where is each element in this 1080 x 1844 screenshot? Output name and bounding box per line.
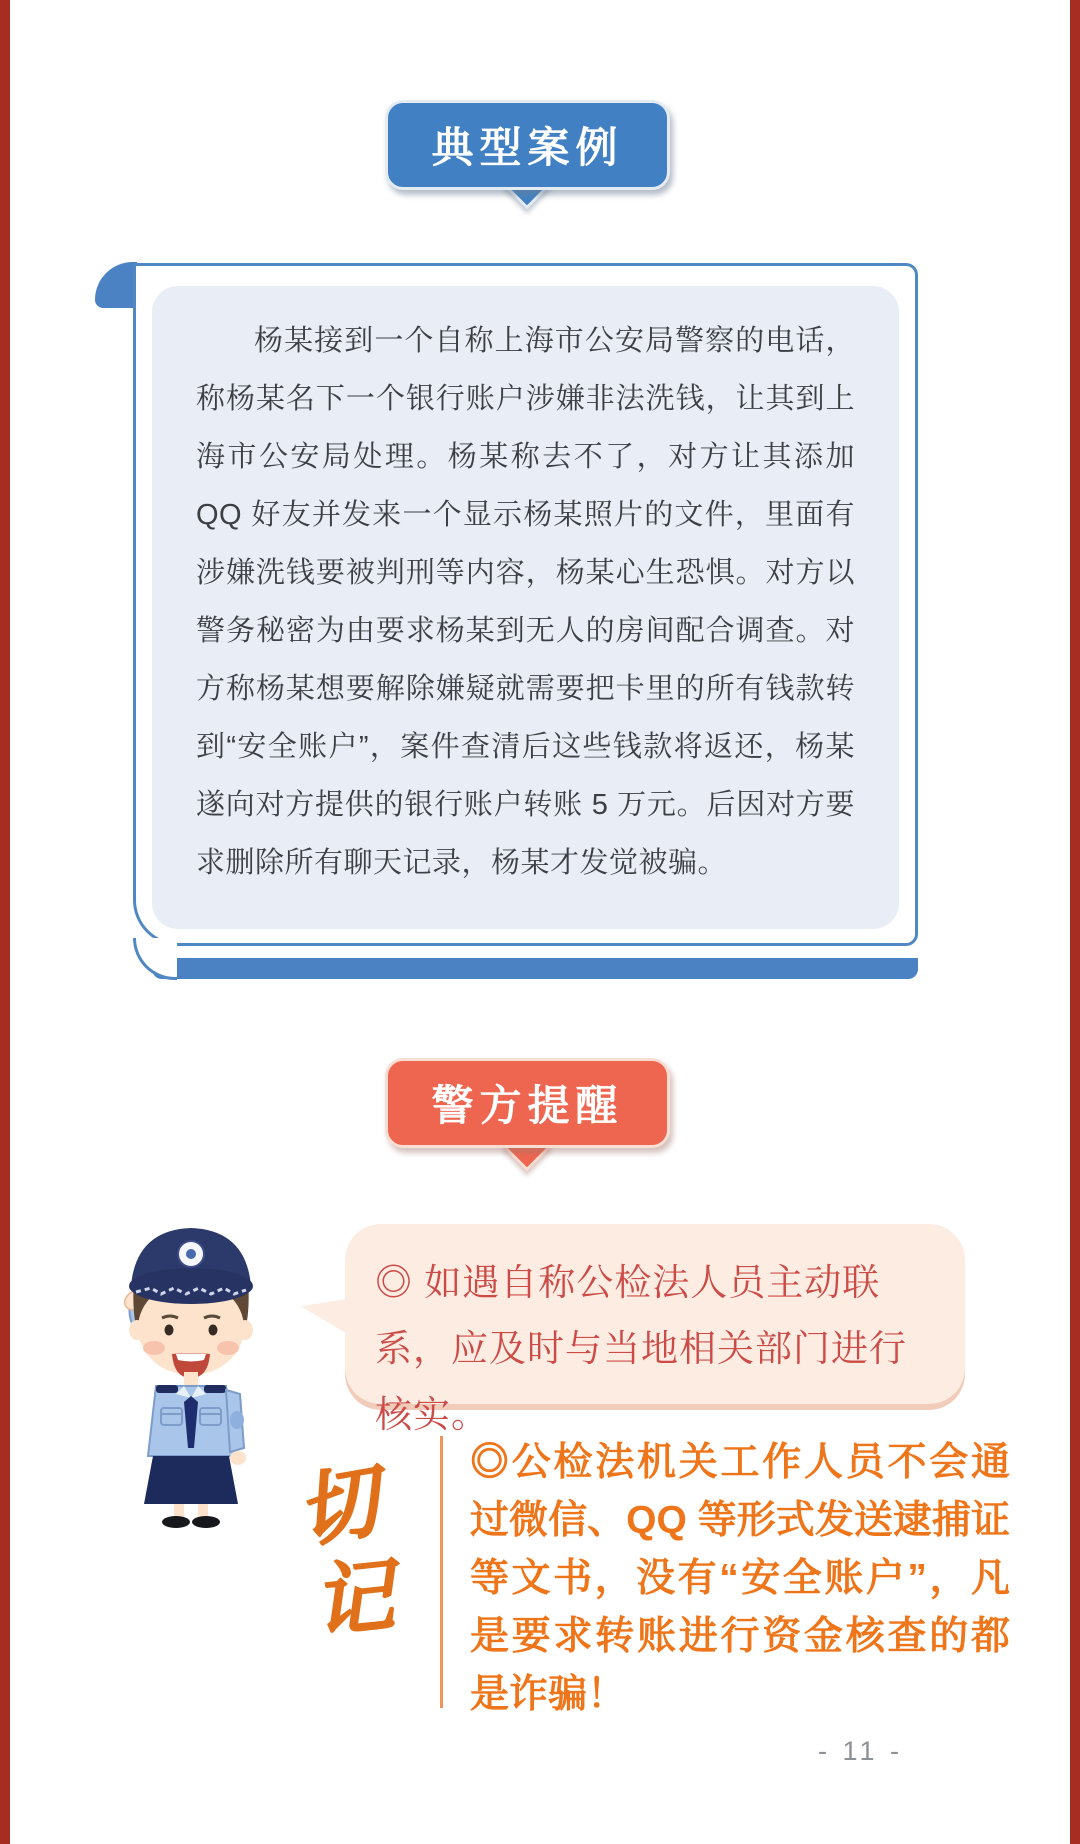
left-edge-bar: [0, 0, 10, 1844]
speech-bubble-text: ◎ 如遇自称公检法人员主动联系，应及时与当地相关部门进行核实。: [375, 1262, 907, 1435]
remember-text: ◎公检法机关工作人员不会通过微信、QQ 等形式发送逮捕证等文书，没有“安全账户”，凡是要求转账进行资金核查的都是诈骗！: [470, 1441, 1010, 1716]
card-corner-curl-top: [95, 262, 137, 308]
card-bottom-strip: [152, 958, 918, 979]
case-card: [133, 263, 918, 946]
page-number: - 11 -: [818, 1736, 904, 1766]
remember-char-qie: 切: [289, 1452, 385, 1560]
case-banner: [385, 100, 670, 190]
police-officer-icon: [106, 1208, 276, 1528]
right-edge-bar: [1070, 0, 1080, 1844]
speech-bubble: [345, 1224, 965, 1435]
reminder-banner: [385, 1058, 670, 1148]
case-banner-label: 典型案例: [431, 126, 624, 172]
case-paragraph: 杨某接到一个自称上海市公安局警察的电话，称杨某名下一个银行账户涉嫌非法洗钱，让其到上海市公安局处理。杨某称去不了，对方让其添加 QQ 好友并发来一个显示杨某照片的文件，里面有涉嫌洗钱要被判刑等内容，杨某心生恐惧。对方以警务秘密为由要求杨某到无人的房间配合调查。对方称杨某想要解除嫌疑就需要把卡里的所有钱款转到“安全账户”，案件查清后这些钱款将返还，杨某遂向对方提供的银行账户转账 5 万元。后因对方要求删除所有聊天记录，杨某才发觉被骗。: [196, 325, 855, 879]
case-card-inner: [152, 286, 899, 929]
remember-char-ji: 记: [307, 1547, 398, 1649]
remember-divider-line: [440, 1436, 443, 1708]
card-corner-curl-bottom: [133, 938, 177, 980]
reminder-banner-label: 警方提醒: [431, 1084, 624, 1130]
